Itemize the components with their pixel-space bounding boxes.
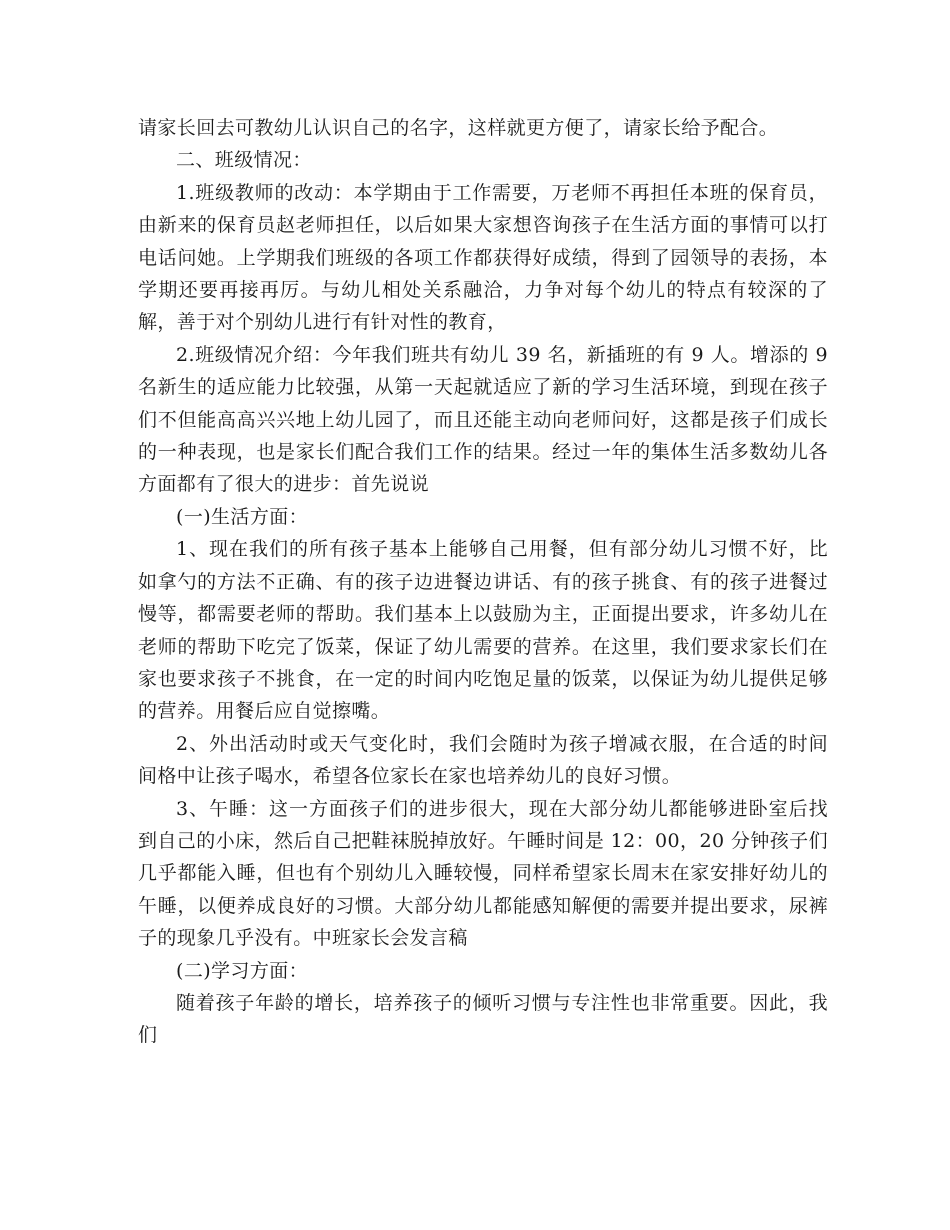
paragraph-outdoor-activity: 2、外出活动时或天气变化时，我们会随时为孩子增减衣服，在合适的时间间格中让孩子喝水，希望各位家长在家也培养幼儿的良好习惯。 xyxy=(138,732,828,788)
paragraph-class-intro: 2.班级情况介绍：今年我们班共有幼儿 39 名，新插班的有 9 人。增添的 9 名新生的适应能力比较强，从第一天起就适应了新的学习生活环境，到现在孩子们不但能高高兴兴地上幼儿园了，而且还能主动向老师问好，这都是孩子们成长的一种表现，也是家长们配合我们工作的结果。经过一年的集体生活多数幼儿各方面都有了很大的进步：首先说说 xyxy=(138,343,828,496)
paragraph-learning: 随着孩子年龄的增长，培养孩子的倾听习惯与专注性也非常重要。因此，我们 xyxy=(138,991,828,1047)
subheading-learning: (二)学习方面： xyxy=(176,959,309,982)
paragraph-eating: 1、现在我们的所有孩子基本上能够自己用餐，但有部分幼儿习惯不好，比如拿勺的方法不正确、有的孩子边进餐边讲话、有的孩子挑食、有的孩子进餐过慢等，都需要老师的帮助。我们基本上以鼓励为主，正面提出要求，许多幼儿在老师的帮助下吃完了饭菜，保证了幼儿需要的营养。在这里，我们要求家长们在家也要求孩子不挑食，在一定的时间内吃饱足量的饭菜，以保证为幼儿提供足够的营养。用餐后应自觉擦嘴。 xyxy=(138,538,828,723)
paragraph-1: 请家长回去可教幼儿认识自己的名字，这样就更方便了，请家长给予配合。 xyxy=(138,117,779,139)
paragraph-teacher-changes: 1.班级教师的改动：本学期由于工作需要，万老师不再担任本班的保育员，由新来的保育员赵老师担任，以后如果大家想咨询孩子在生活方面的事情可以打电话问她。上学期我们班级的各项工作都获得好成绩，得到了园领导的表扬，本学期还要再接再厉。与幼儿相处关系融洽，力争对每个幼儿的特点有较深的了解，善于对个别幼儿进行有针对性的教育， xyxy=(138,181,828,334)
subheading-daily-life: (一)生活方面： xyxy=(176,505,309,528)
section-heading-class-info: 二、班级情况： xyxy=(176,149,312,172)
paragraph-nap: 3、午睡：这一方面孩子们的进步很大，现在大部分幼儿都能够进卧室后找到自己的小床，然后自己把鞋袜脱掉放好。午睡时间是 12：00，20 分钟孩子们几乎都能入睡，但也有个别幼儿入睡较慢，同样希望家长周末在家安排好幼儿的午睡，以便养成良好的习惯。大部分幼儿都能感知解便的需要并提出要求，尿裤子的现象几乎没有。中班家长会发言稿 xyxy=(138,797,828,950)
document-body xyxy=(138,112,828,1052)
